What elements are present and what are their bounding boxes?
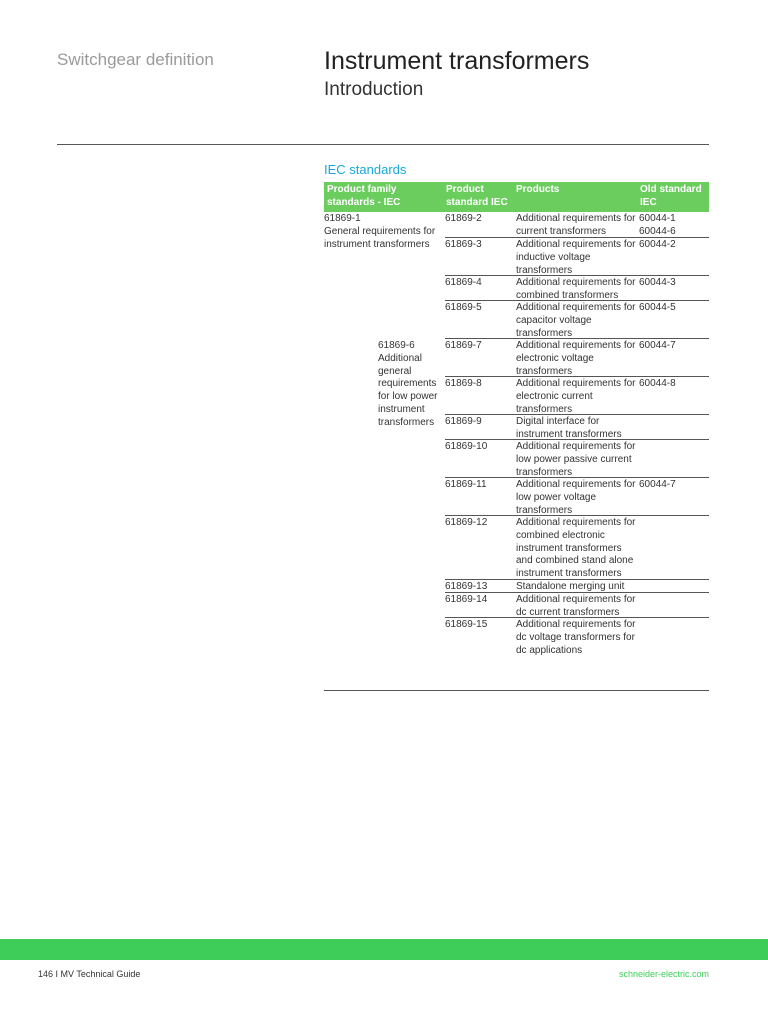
footer-page-info: 146 I MV Technical Guide xyxy=(38,969,141,979)
footer-website-link[interactable]: schneider-electric.com xyxy=(618,969,709,979)
page-title: Instrument transformers xyxy=(324,47,590,75)
col-header-standard: Product standard IEC xyxy=(446,184,508,208)
footer-bar xyxy=(0,939,768,960)
product-standard: 61869-13 xyxy=(445,581,488,592)
product-standard: 61869-2 xyxy=(445,213,482,224)
col-header-products: Products xyxy=(516,184,560,195)
col-header-old-standard: Old standard IEC xyxy=(640,184,702,208)
family-desc: Additional general requirements for low power instrument transformers xyxy=(378,352,438,428)
table-row xyxy=(445,300,709,339)
table-row xyxy=(445,376,709,415)
table-row xyxy=(445,617,709,656)
product-standard: 61869-4 xyxy=(445,277,482,288)
old-standard: 60044-3 xyxy=(639,277,676,288)
product-desc: Additional requirements for capacitor voltage transformers xyxy=(516,302,636,339)
product-desc: Additional requirements for electronic current transformers xyxy=(516,378,636,415)
family-code: 61869-6 xyxy=(378,340,415,351)
table-header xyxy=(324,182,709,212)
product-desc: Additional requirements for low power voltage transformers xyxy=(516,479,636,516)
old-standard: 60044-7 xyxy=(639,479,676,490)
product-desc: Additional requirements for current transformers xyxy=(516,213,636,237)
table-row xyxy=(445,592,709,618)
table-row xyxy=(445,439,709,478)
old-standard: 60044-2 xyxy=(639,239,676,250)
table-row xyxy=(445,477,709,516)
family-standard-2 xyxy=(378,340,444,430)
product-desc: Additional requirements for dc current transformers xyxy=(516,594,636,618)
product-desc: Digital interface for instrument transformers xyxy=(516,416,622,440)
table-row xyxy=(445,275,709,301)
product-standard: 61869-8 xyxy=(445,378,482,389)
product-standard: 61869-11 xyxy=(445,479,487,490)
product-standard: 61869-15 xyxy=(445,619,488,630)
family-desc: General requirements for instrument transformers xyxy=(324,225,436,250)
old-standard: 60044-7 xyxy=(639,340,676,351)
old-standard: 60044-1 60044-6 xyxy=(639,213,676,237)
product-standard: 61869-14 xyxy=(445,594,488,605)
product-standard: 61869-3 xyxy=(445,239,482,250)
table-row xyxy=(445,414,709,440)
section-label: Switchgear definition xyxy=(57,50,214,69)
table-row xyxy=(445,515,709,580)
product-standard: 61869-9 xyxy=(445,416,482,427)
table-body xyxy=(324,212,709,691)
old-standard: 60044-5 xyxy=(639,302,676,313)
product-desc: Additional requirements for dc voltage transformers for dc applications xyxy=(516,619,636,656)
product-standard: 61869-12 xyxy=(445,517,488,528)
product-desc: Additional requirements for inductive voltage transformers xyxy=(516,239,636,276)
family-code: 61869-1 xyxy=(324,213,361,224)
product-desc: Additional requirements for low power passive current transformers xyxy=(516,441,636,478)
old-standard: 60044-8 xyxy=(639,378,676,389)
page-subtitle: Introduction xyxy=(324,79,424,100)
iec-standards-table xyxy=(324,182,709,691)
table-row xyxy=(445,338,709,377)
iec-standards-heading: IEC standards xyxy=(324,162,407,177)
product-standard: 61869-10 xyxy=(445,441,488,452)
product-standard: 61869-7 xyxy=(445,340,482,351)
col-header-family: Product family standards - IEC xyxy=(327,184,401,208)
product-desc: Additional requirements for combined transformers xyxy=(516,277,636,301)
product-desc: Additional requirements for combined electronic instrument transformers and combined stand alone instrument transformers xyxy=(516,517,636,580)
family-standard-1 xyxy=(324,213,442,251)
table-row xyxy=(445,237,709,276)
product-standard: 61869-5 xyxy=(445,302,482,313)
product-desc: Additional requirements for electronic voltage transformers xyxy=(516,340,636,377)
table-row xyxy=(445,579,709,593)
table-row xyxy=(445,212,709,237)
product-desc: Standalone merging unit xyxy=(516,581,625,592)
header-divider xyxy=(57,144,709,145)
